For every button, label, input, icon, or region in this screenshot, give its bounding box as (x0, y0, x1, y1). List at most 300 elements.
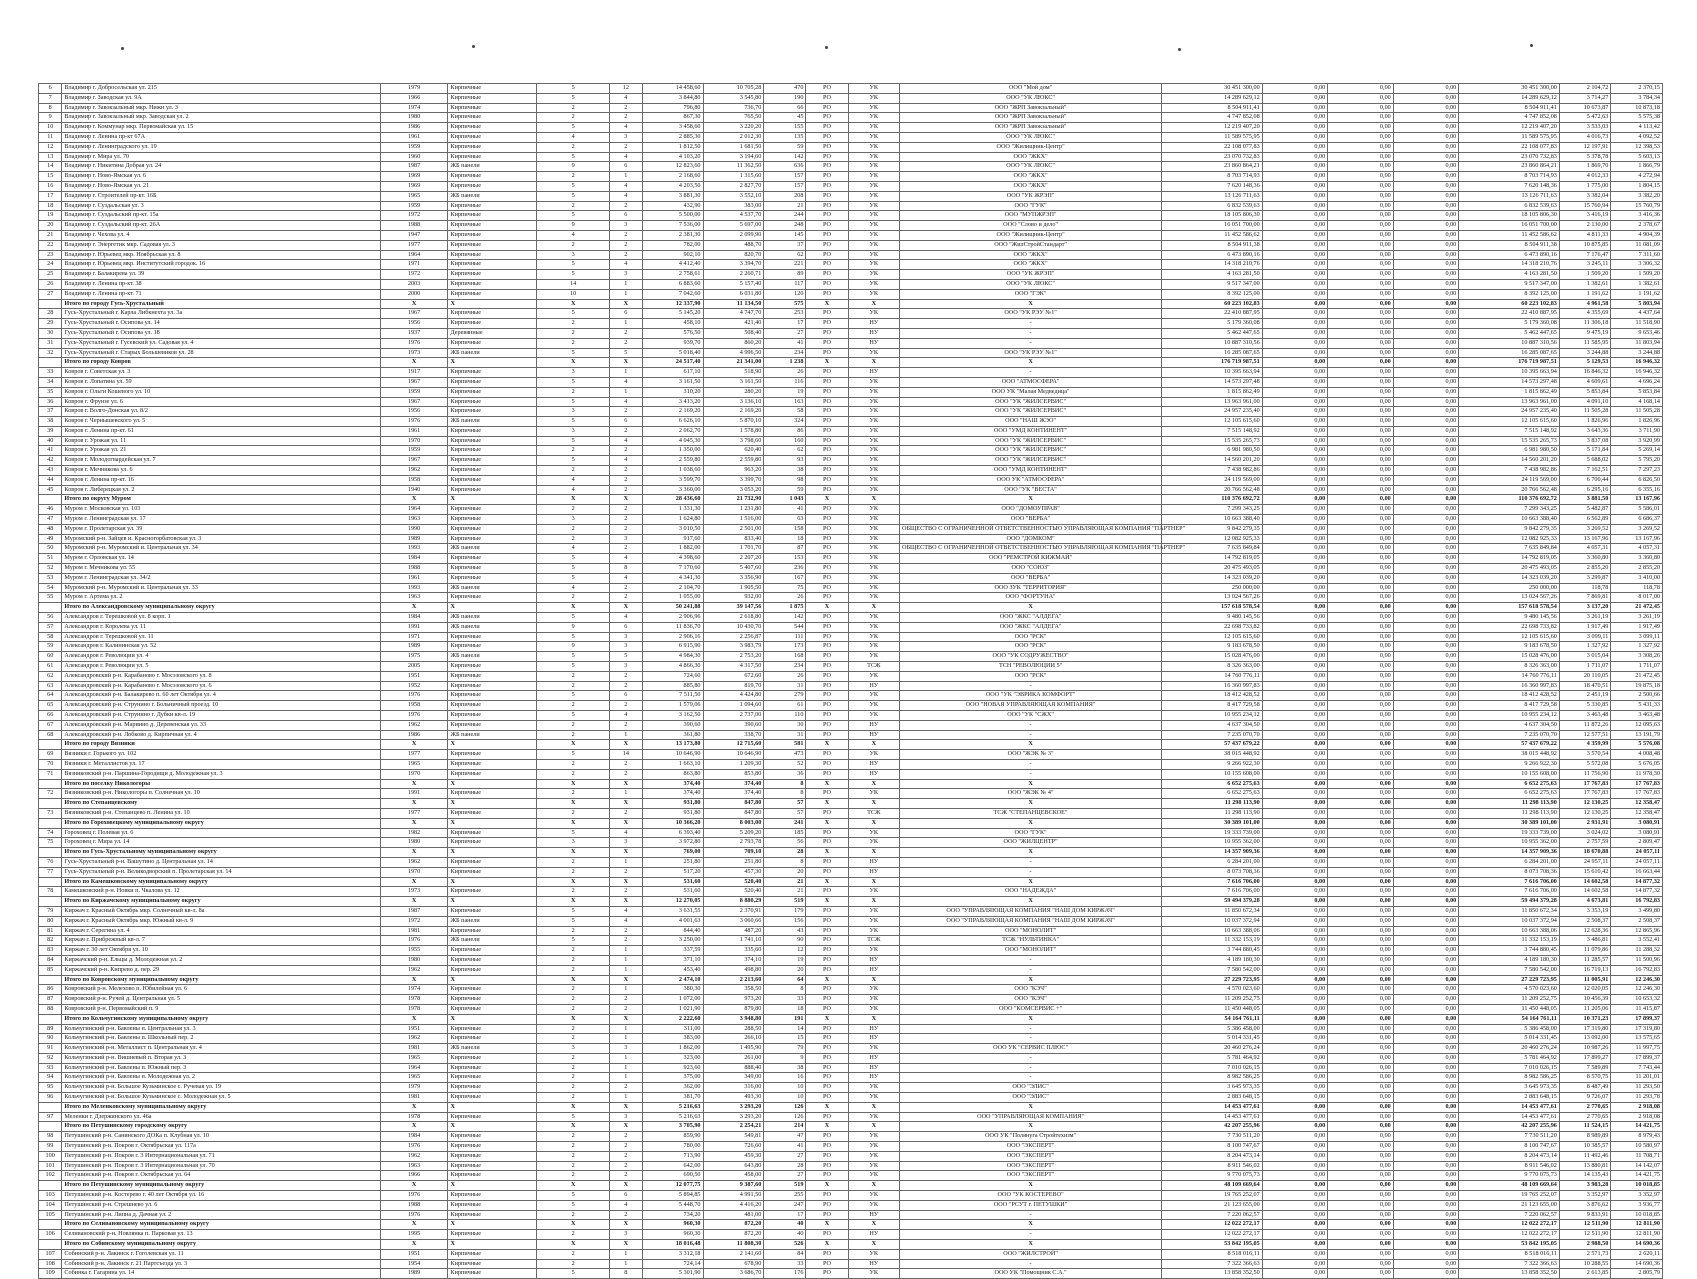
cell-people: 142 (764, 613, 806, 623)
cell-addr: Муром г. Пролетарская ул. 39 (62, 524, 380, 534)
cell-area2: 4 996,50 (703, 348, 764, 358)
cell-addr: Владимир г. Добросельская ул. 215 (62, 84, 380, 94)
cell-c2: 0,00 (1328, 162, 1394, 172)
cell-u2: 21 472,45 (1611, 671, 1663, 681)
cell-org: - (900, 338, 1162, 348)
cell-people: 236 (764, 564, 806, 574)
cell-addr: Ковров г. Урожая ул. 21 (62, 446, 380, 456)
cell-area2: 1 495,90 (703, 1044, 764, 1054)
cell-total: 16 051 700,00 (1459, 221, 1560, 231)
cell-addr: Итого по Кольчугинскому муниципальному округу (62, 1014, 380, 1024)
cell-c1: 0,00 (1262, 730, 1328, 740)
cell-addr: Петушинский р-н. Санинского ДОКа п. Клубная ул. 10 (62, 1132, 380, 1142)
cell-org: ООО "УПРАВЛЯЮЩАЯ КОМПАНИЯ "НАШ ДОМ КИРЖАЧ" (900, 906, 1162, 916)
cell-floors: 2 (537, 1024, 610, 1034)
cell-u2: 11 803,94 (1611, 338, 1663, 348)
cell-b: X (848, 1102, 899, 1112)
cell-total: 12 105 615,60 (1459, 417, 1560, 427)
cell-total: 20 475 493,05 (1459, 564, 1560, 574)
cell-year: 1962 (380, 1034, 448, 1044)
cell-people: 17 (764, 319, 806, 329)
cell-year: 1984 (380, 554, 448, 564)
cell-addr: Гусь-Хрустальный г. Карла Либкнехта ул. 3а (62, 309, 380, 319)
cell-cost: 8 417 729,58 (1162, 701, 1263, 711)
cell-b: ТСЖ (848, 936, 899, 946)
table-row (39, 319, 1663, 329)
cell-org: - (900, 1259, 1162, 1269)
cell-a: РО (806, 789, 848, 799)
cell-org: ООО "ЖРП Завокзальный" (900, 103, 1162, 113)
cell-addr: Владимир г. Заводская ул. 9А (62, 93, 380, 103)
cell-area2: 3 161,50 (703, 377, 764, 387)
cell-material: Кирпичные (448, 270, 537, 280)
cell-u2: 1 826,96 (1611, 417, 1663, 427)
cell-a: РО (806, 1004, 848, 1014)
cell-cost: 7 616 706,00 (1162, 877, 1263, 887)
cell-n: 46 (39, 505, 62, 515)
cell-org: ООО "УК ЛЮКС" (900, 162, 1162, 172)
cell-c3: 0,00 (1393, 1269, 1459, 1279)
cell-c1: 0,00 (1262, 779, 1328, 789)
cell-c3: 0,00 (1393, 250, 1459, 260)
cell-ent: X (609, 779, 642, 789)
subtotal-row (39, 495, 1663, 505)
cell-a: РО (806, 152, 848, 162)
cell-b: УК (848, 211, 899, 221)
table-row (39, 534, 1663, 544)
cell-c3: 0,00 (1393, 1240, 1459, 1250)
cell-ent: 12 (609, 84, 642, 94)
cell-c2: 0,00 (1328, 857, 1394, 867)
cell-b: УК (848, 622, 899, 632)
cell-a: РО (806, 201, 848, 211)
cell-floors: 2 (537, 328, 610, 338)
cell-total: 19 333 739,00 (1459, 828, 1560, 838)
cell-ent: 2 (609, 466, 642, 476)
cell-year: 1989 (380, 1269, 448, 1279)
cell-c1: 0,00 (1262, 201, 1328, 211)
cell-c1: 0,00 (1262, 505, 1328, 515)
cell-org: ООО "ЖЭК № 4" (900, 789, 1162, 799)
cell-total: 8 392 125,00 (1459, 289, 1560, 299)
cell-floors: X (537, 1102, 610, 1112)
cell-c3: 0,00 (1393, 397, 1459, 407)
cell-org: ООО "ЖилСтройСтандарт" (900, 240, 1162, 250)
cell-c3: 0,00 (1393, 1093, 1459, 1103)
table-row (39, 1142, 1663, 1152)
table-row (39, 123, 1663, 133)
cell-people: 157 (764, 181, 806, 191)
cell-n (39, 1014, 62, 1024)
cell-n: 90 (39, 1034, 62, 1044)
cell-floors: 5 (537, 152, 610, 162)
cell-floors: 2 (537, 926, 610, 936)
cell-b: УК (848, 906, 899, 916)
cell-people: 75 (764, 583, 806, 593)
cell-material: Кирпичные (448, 1004, 537, 1014)
cell-year: 1963 (380, 593, 448, 603)
cell-c2: 0,00 (1328, 309, 1394, 319)
cell-c1: 0,00 (1262, 1210, 1328, 1220)
cell-n: 40 (39, 436, 62, 446)
cell-n: 86 (39, 985, 62, 995)
cell-u2: 12 246,30 (1611, 975, 1663, 985)
cell-floors: 2 (537, 1151, 610, 1161)
cell-org: ООО "ЖЭК № 3" (900, 750, 1162, 760)
cell-ent: 1 (609, 1024, 642, 1034)
cell-b: ТСЖ (848, 662, 899, 672)
cell-a: РО (806, 681, 848, 691)
cell-org: ООО "УК ЛЮКС" (900, 279, 1162, 289)
cell-c1: 0,00 (1262, 711, 1328, 721)
cell-c1: 0,00 (1262, 299, 1328, 309)
cell-addr: Владимир г. Завокзальный мкр. Нижн ул. 3 (62, 103, 380, 113)
cell-c2: 0,00 (1328, 652, 1394, 662)
cell-floors: 2 (537, 1142, 610, 1152)
cell-b: X (848, 358, 899, 368)
cell-n (39, 799, 62, 809)
cell-area: 7 536,00 (642, 221, 703, 231)
cell-floors: 2 (537, 1004, 610, 1014)
cell-cost: 9 266 922,30 (1162, 759, 1263, 769)
cell-b: НУ (848, 1210, 899, 1220)
cell-u1: 10 456,39 (1559, 995, 1610, 1005)
cell-c3: 0,00 (1393, 946, 1459, 956)
cell-b: УК (848, 181, 899, 191)
cell-a: РО (806, 319, 848, 329)
cell-c2: 0,00 (1328, 799, 1394, 809)
cell-c3: 0,00 (1393, 671, 1459, 681)
cell-org: ООО "Жилищник-Центр" (900, 230, 1162, 240)
cell-c2: 0,00 (1328, 681, 1394, 691)
cell-c2: 0,00 (1328, 211, 1394, 221)
cell-area2: 2 370,91 (703, 906, 764, 916)
cell-people: 26 (764, 368, 806, 378)
cell-people: 41 (764, 1142, 806, 1152)
cell-total: 11 450 448,05 (1459, 1004, 1560, 1014)
cell-ent: 6 (609, 1191, 642, 1201)
table-row (39, 701, 1663, 711)
cell-n: 89 (39, 1024, 62, 1034)
cell-addr: Кольчугинский р-н. Большое Кузьминское с. Молодежная ул. 5 (62, 1093, 380, 1103)
cell-c2: 0,00 (1328, 348, 1394, 358)
cell-year: X (380, 779, 448, 789)
cell-n: 34 (39, 377, 62, 387)
cell-area: 311,00 (642, 1024, 703, 1034)
cell-a: X (806, 1122, 848, 1132)
cell-n: 75 (39, 838, 62, 848)
cell-year: 1951 (380, 1249, 448, 1259)
cell-year: 1977 (380, 750, 448, 760)
cell-floors: 2 (537, 1053, 610, 1063)
cell-a: РО (806, 730, 848, 740)
cell-year: X (380, 818, 448, 828)
cell-total: 6 652 275,63 (1459, 779, 1560, 789)
cell-floors: 2 (537, 946, 610, 956)
cell-c1: 0,00 (1262, 426, 1328, 436)
cell-cost: 12 022 272,17 (1162, 1220, 1263, 1230)
cell-b: УК (848, 113, 899, 123)
cell-org: ООО УК "АТМОСФЕРА" (900, 475, 1162, 485)
cell-c3: 0,00 (1393, 877, 1459, 887)
cell-total: 250 000,00 (1459, 583, 1560, 593)
cell-c3: 0,00 (1393, 485, 1459, 495)
cell-area: 7 511,50 (642, 691, 703, 701)
cell-c1: 0,00 (1262, 230, 1328, 240)
cell-u2: 12 246,30 (1611, 985, 1663, 995)
cell-area2: 3 399,70 (703, 475, 764, 485)
cell-c2: 0,00 (1328, 240, 1394, 250)
cell-c2: 0,00 (1328, 691, 1394, 701)
cell-c2: 0,00 (1328, 740, 1394, 750)
cell-year: X (380, 848, 448, 858)
cell-area2: 4 317,50 (703, 662, 764, 672)
cell-cost: 7 730 511,20 (1162, 1132, 1263, 1142)
cell-addr: Муромский р-н. Зайцев и. Красногорбатовская ул. 3 (62, 534, 380, 544)
cell-floors: X (537, 779, 610, 789)
cell-cost: 10 887 310,56 (1162, 338, 1263, 348)
cell-cost: 7 620 148,36 (1162, 181, 1263, 191)
cell-cost: 10 395 663,94 (1162, 368, 1263, 378)
cell-area2: 4 747,70 (703, 309, 764, 319)
cell-total: 4 189 180,30 (1459, 955, 1560, 965)
cell-addr: Итого по городу Вязники (62, 740, 380, 750)
cell-c2: 0,00 (1328, 985, 1394, 995)
cell-n (39, 1240, 62, 1250)
cell-b: УК (848, 250, 899, 260)
cell-area: 7 170,60 (642, 564, 703, 574)
cell-ent: 4 (609, 916, 642, 926)
cell-org: - (900, 1034, 1162, 1044)
cell-year: 1986 (380, 123, 448, 133)
cell-n (39, 779, 62, 789)
cell-area2: 872,20 (703, 1230, 764, 1240)
cell-floors: 2 (537, 1210, 610, 1220)
cell-a: РО (806, 632, 848, 642)
cell-u2: 6 355,16 (1611, 485, 1663, 495)
cell-c3: 0,00 (1393, 544, 1459, 554)
cell-org: ООО "ЖКХ" (900, 250, 1162, 260)
cell-c1: 0,00 (1262, 1093, 1328, 1103)
table-row (39, 965, 1663, 975)
cell-year: 1987 (380, 162, 448, 172)
cell-total: 8 204 473,14 (1459, 1151, 1560, 1161)
cell-cost: 7 580 542,00 (1162, 965, 1263, 975)
cell-u2: 2 918,08 (1611, 1102, 1663, 1112)
cell-c3: 0,00 (1393, 417, 1459, 427)
cell-total: 21 123 655,00 (1459, 1200, 1560, 1210)
cell-c1: 0,00 (1262, 250, 1328, 260)
cell-n: 57 (39, 622, 62, 632)
cell-u1: 15 760,94 (1559, 201, 1610, 211)
cell-area: 796,80 (642, 103, 703, 113)
cell-area2: 508,40 (703, 328, 764, 338)
cell-cost: 16 051 700,00 (1162, 221, 1263, 231)
subtotal-row (39, 299, 1663, 309)
cell-n: 47 (39, 515, 62, 525)
cell-c3: 0,00 (1393, 368, 1459, 378)
cell-material: Кирпичные (448, 250, 537, 260)
cell-ent: 6 (609, 309, 642, 319)
table-row (39, 632, 1663, 642)
cell-material: X (448, 1014, 537, 1024)
cell-area2: 1 094,60 (703, 701, 764, 711)
cell-total: 53 842 195,05 (1459, 1240, 1560, 1250)
cell-ent: 1 (609, 946, 642, 956)
cell-c1: 0,00 (1262, 622, 1328, 632)
cell-c1: 0,00 (1262, 1240, 1328, 1250)
cell-a: РО (806, 887, 848, 897)
cell-org: ООО УК "СЕРВИС ПЛЮС" (900, 1044, 1162, 1054)
cell-area: 12 337,90 (642, 299, 703, 309)
cell-c3: 0,00 (1393, 279, 1459, 289)
cell-area: 2 559,80 (642, 456, 703, 466)
table-row (39, 524, 1663, 534)
cell-area2: 4 991,50 (703, 1191, 764, 1201)
cell-total: 18 412 428,52 (1459, 691, 1560, 701)
cell-addr: Муром г. Артема ул. 2 (62, 593, 380, 603)
cell-material: X (448, 1220, 537, 1230)
cell-addr: Итого по Киржачскому муниципальному округу (62, 897, 380, 907)
subtotal-row (39, 603, 1663, 613)
cell-area2: 3 220,20 (703, 123, 764, 133)
cell-people: 157 (764, 172, 806, 182)
cell-n: 15 (39, 172, 62, 182)
table-row (39, 103, 1663, 113)
cell-a: РО (806, 279, 848, 289)
cell-area: 960,30 (642, 1220, 703, 1230)
cell-c1: 0,00 (1262, 221, 1328, 231)
cell-c3: 0,00 (1393, 613, 1459, 623)
cell-u1: 3 416,19 (1559, 211, 1610, 221)
cell-c3: 0,00 (1393, 358, 1459, 368)
cell-people: 247 (764, 1200, 806, 1210)
cell-people: 179 (764, 906, 806, 916)
cell-area: 1 021,90 (642, 1004, 703, 1014)
cell-cost: 6 832 539,63 (1162, 201, 1263, 211)
cell-c1: 0,00 (1262, 975, 1328, 985)
cell-org: - (900, 759, 1162, 769)
cell-people: 160 (764, 436, 806, 446)
cell-a: РО (806, 720, 848, 730)
cell-a: РО (806, 240, 848, 250)
cell-ent: X (609, 495, 642, 505)
cell-u1: 11 005,91 (1559, 975, 1610, 985)
cell-people: 38 (764, 1063, 806, 1073)
cell-addr: Итого по Меленковскому муниципальному округу (62, 1102, 380, 1112)
cell-ent: 2 (609, 505, 642, 515)
cell-u2: 3 920,99 (1611, 436, 1663, 446)
cell-material: Кирпичные (448, 1230, 537, 1240)
cell-people: 28 (764, 848, 806, 858)
cell-u2: 3 080,91 (1611, 818, 1663, 828)
cell-u2: 2 508,37 (1611, 916, 1663, 926)
cell-c1: 0,00 (1262, 701, 1328, 711)
cell-material: Деревянные (448, 328, 537, 338)
cell-c3: 0,00 (1393, 916, 1459, 926)
cell-c3: 0,00 (1393, 1191, 1459, 1201)
cell-area: 3 161,50 (642, 377, 703, 387)
cell-u1: 11 872,26 (1559, 720, 1610, 730)
table-row (39, 1024, 1663, 1034)
cell-ent: 1 (609, 1063, 642, 1073)
cell-a: X (806, 779, 848, 789)
cell-addr: Ковров г. Волго-Донская ул. 8/2 (62, 407, 380, 417)
cell-a: РО (806, 515, 848, 525)
cell-material: ЖБ панели (448, 652, 537, 662)
cell-org: ООО УК "Малая Медведица" (900, 387, 1162, 397)
cell-area2: 3 060,66 (703, 916, 764, 926)
cell-people: 117 (764, 279, 806, 289)
cell-n (39, 877, 62, 887)
cell-addr: Ковровский р-н. Мелехово п. Юбилейная ул. 6 (62, 985, 380, 995)
cell-area: 531,60 (642, 877, 703, 887)
cell-u2: 5 853,84 (1611, 387, 1663, 397)
cell-c3: 0,00 (1393, 113, 1459, 123)
cell-area2: 481,00 (703, 1210, 764, 1220)
cell-people: 253 (764, 309, 806, 319)
table-row (39, 240, 1663, 250)
cell-ent: 4 (609, 93, 642, 103)
cell-people: 18 (764, 534, 806, 544)
cell-c1: 0,00 (1262, 524, 1328, 534)
cell-floors: 9 (537, 221, 610, 231)
cell-cost: 8 911 546,02 (1162, 1161, 1263, 1171)
cell-area: 2 222,60 (642, 1014, 703, 1024)
cell-floors: X (537, 495, 610, 505)
cell-total: 23 070 732,83 (1459, 152, 1560, 162)
table-row (39, 250, 1663, 260)
cell-cost: 18 105 806,30 (1162, 211, 1263, 221)
cell-year: 1959 (380, 446, 448, 456)
cell-org: - (900, 1024, 1162, 1034)
cell-area2: 3 053,20 (703, 485, 764, 495)
cell-material: X (448, 897, 537, 907)
cell-a: РО (806, 1161, 848, 1171)
table-row (39, 201, 1663, 211)
cell-cost: 4 189 180,30 (1162, 955, 1263, 965)
cell-total: 5 014 331,45 (1459, 1034, 1560, 1044)
cell-area: 3 705,90 (642, 1122, 703, 1132)
cell-floors: 2 (537, 1073, 610, 1083)
cell-n: 94 (39, 1073, 62, 1083)
cell-c3: 0,00 (1393, 387, 1459, 397)
cell-year: 1966 (380, 93, 448, 103)
cell-n (39, 818, 62, 828)
table-row (39, 1044, 1663, 1054)
cell-people: 40 (764, 1220, 806, 1230)
cell-u2: 2 370,15 (1611, 84, 1663, 94)
cell-c3: 0,00 (1393, 564, 1459, 574)
cell-u2: 3 416,36 (1611, 211, 1663, 221)
cell-area2: 390,60 (703, 720, 764, 730)
cell-cost: 8 073 708,36 (1162, 867, 1263, 877)
cell-c2: 0,00 (1328, 446, 1394, 456)
cell-floors: X (537, 1220, 610, 1230)
cell-year: 1962 (380, 1151, 448, 1161)
cell-u2: 5 269,14 (1611, 446, 1663, 456)
cell-c3: 0,00 (1393, 632, 1459, 642)
cell-material: Кирпичные (448, 985, 537, 995)
cell-material: Кирпичные (448, 1024, 537, 1034)
cell-people: 142 (764, 152, 806, 162)
cell-c2: 0,00 (1328, 867, 1394, 877)
cell-material: Кирпичные (448, 289, 537, 299)
cell-org: - (900, 1063, 1162, 1073)
cell-year: 1965 (380, 1053, 448, 1063)
cell-u2: 1 804,15 (1611, 181, 1663, 191)
cell-n: 70 (39, 759, 62, 769)
